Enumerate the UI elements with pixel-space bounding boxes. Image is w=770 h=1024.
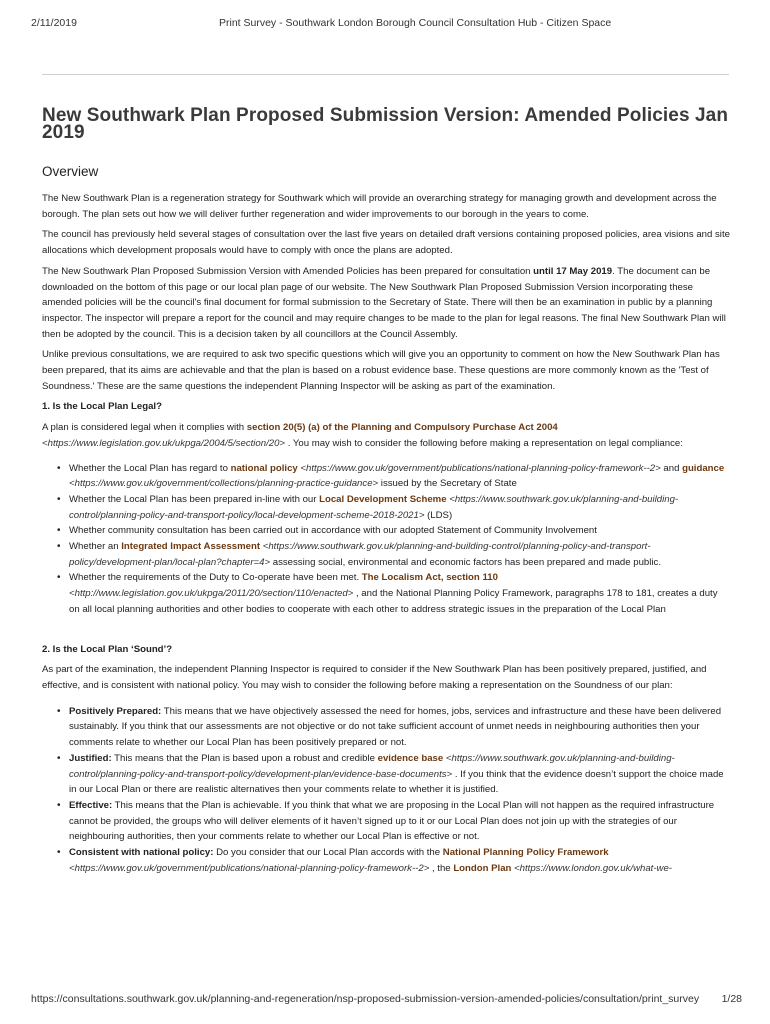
london-plan-link[interactable]: London Plan <box>453 862 512 874</box>
question-1-heading: 1. Is the Local Plan Legal? <box>42 401 162 413</box>
local-development-scheme-link[interactable]: Local Development Scheme <box>319 493 447 505</box>
page-title: New Southwark Plan Proposed Submission Version: Amended Policies Jan 2019 <box>42 105 729 143</box>
legal-criteria-list <box>42 461 730 618</box>
print-page-title: Print Survey - Southwark London Borough Council Consultation Hub - Citizen Space <box>219 17 612 29</box>
evidence-base-link[interactable]: evidence base <box>377 752 444 764</box>
nppf-link[interactable]: National Planning Policy Framework <box>442 847 609 859</box>
list-item: • Whether community consultation has been carried out in accordance with our adopted Statement of Community Involvement <box>42 523 730 539</box>
overview-heading: Overview <box>42 164 99 179</box>
national-policy-link[interactable]: national policy <box>230 462 298 474</box>
print-footer <box>31 993 742 1007</box>
overview-paragraph-3: The New Southwark Plan Proposed Submission Version with Amended Policies has been prepared for consultation until 17 May 2019. The document can be downloaded on the bottom of this page or our local plan page of our website. The New Southwark Plan Proposed Submission Version incorporating these amended policies will be the council's final document for formal submission to the Secretary of State. There will then be an examination in public by a planning inspector. The inspector will prepare a report for the council and may require changes to be made to the plan for legal reasons. The final New Southwark Plan will then be adopted by the council. This is a decision taken by all councillors at the Council Assembly. <box>42 265 726 340</box>
question-1-intro: A plan is considered legal when it complies with section 20(5) (a) of the Planning and Compulsory Purchase Act 2004 <https://www.legislation.gov.uk/ukpga/2004/5/section/20> . You may wish to consider the following before making a representation on legal compliance: <box>42 422 683 449</box>
list-item: • Justified: This means that the Plan is based upon a robust and credible evidence base <https://www.southwark.gov.uk/planning-and-building-control/planning-policy-and-transport-policy/development-plan/evidence-base-documents> . If you think that the evidence doesn’t support the choice made in our Local Plan or there are realistic alternatives then your comments relate to whether it is justified. <box>42 751 730 798</box>
list-item: • Positively Prepared: This means that we have objectively assessed the need for homes, jobs, services and infrastructure and these have been delivered sustainably. If you think that our assessments are not objective or do not take sufficient account of unmet needs in neighbouring authorities then your comments relate to whether our Local Plan has been positively prepared or not. <box>42 704 730 751</box>
planning-act-url: <https://www.legislation.gov.uk/ukpga/2004/5/section/20> <box>42 437 286 449</box>
integrated-impact-assessment-link[interactable]: Integrated Impact Assessment <box>121 541 261 553</box>
question-2-heading: 2. Is the Local Plan ‘Sound’? <box>42 643 173 655</box>
print-header <box>31 17 742 31</box>
deadline-date: until 17 May 2019 <box>533 265 613 277</box>
localism-act-link[interactable]: The Localism Act, section 110 <box>361 572 498 584</box>
overview-paragraph-1: The New Southwark Plan is a regeneration strategy for Southwark which will provide an overarching strategy for managing growth and development across the borough. The plan sets out how we will deliver further regeneration and wider improvements to our borough in the years to come. <box>42 193 717 220</box>
list-item: • Whether the Local Plan has been prepared in-line with our Local Development Scheme <https://www.southwark.gov.uk/planning-and-building-control/planning-policy-and-transport-policy/local-development-scheme-2018-2021> (LDS) <box>42 492 730 523</box>
overview-paragraph-4: Unlike previous consultations, we are required to ask two specific questions which will give you an opportunity to comment on how the New Southwark Plan has been prepared, that its aims are achievable and that the plan is based on a robust evidence base. These questions are more commonly known as the 'Test of Soundness.' These are the same questions the independent Planning Inspector will be asking as part of the examination. <box>42 349 720 392</box>
list-item: • Consistent with national policy: Do you consider that our Local Plan accords with the National Planning Policy Framework <https://www.gov.uk/government/publications/national-planning-policy-framework--2> , the London Plan <https://www.london.gov.uk/what-we- <box>42 845 730 876</box>
overview-paragraph-2: The council has previously held several stages of consultation over the last five years on detailed draft versions containing proposed policies, area visions and site allocations which development proposals would have to comply with once the plans are adopted. <box>42 229 730 257</box>
survey-content <box>42 107 730 876</box>
question-2-intro: As part of the examination, the independent Planning Inspector is required to consider if the New Southwark Plan has been positively prepared, justified, and effective, and is consistent with national policy. You may wish to consider the following before making a representation on the Soundness of our plan: <box>42 664 707 691</box>
guidance-link[interactable]: guidance <box>682 462 725 474</box>
page-number: 1/28 <box>721 993 742 1005</box>
list-item: • Whether an Integrated Impact Assessment <https://www.southwark.gov.uk/planning-and-building-control/planning-policy-and-transport-policy/development-plan/local-plan?chapter=4> assessing social, environmental and economic factors has been prepared and made public. <box>42 539 730 570</box>
planning-act-link[interactable]: section 20(5) (a) of the Planning and Compulsory Purchase Act 2004 <box>246 422 558 434</box>
list-item: • Whether the Local Plan has regard to national policy <https://www.gov.uk/government/publications/national-planning-policy-framework--2> and guidance <https://www.gov.uk/government/collections/planning-practice-guidance> issued by the Secretary of State <box>42 461 730 492</box>
page-url: https://consultations.southwark.gov.uk/planning-and-regeneration/nsp-proposed-submission-version-amended-policies/consultation/print_survey <box>31 993 700 1005</box>
header-divider <box>42 74 729 75</box>
list-item: • Effective: This means that the Plan is achievable. If you think that what we are proposing in the Local Plan will not happen as the required infrastructure cannot be provided, the groups who will deliver elements of it haven’t signed up to it or our Local Plan does not join up with the strategies of our neighbouring authorities, then your comments relate to whether our Local Plan is effective or not. <box>42 798 730 845</box>
print-date: 2/11/2019 <box>31 17 77 29</box>
soundness-criteria-list <box>42 704 730 877</box>
list-item: • Whether the requirements of the Duty to Co-operate have been met. The Localism Act, section 110 <http://www.legislation.gov.uk/ukpga/2011/20/section/110/enacted> , and the National Planning Policy Framework, paragraphs 178 to 181, creates a duty on all local planning authorities and other bodies to cooperate with each other to address strategic issues in the preparation of the Local Plan <box>42 570 730 617</box>
